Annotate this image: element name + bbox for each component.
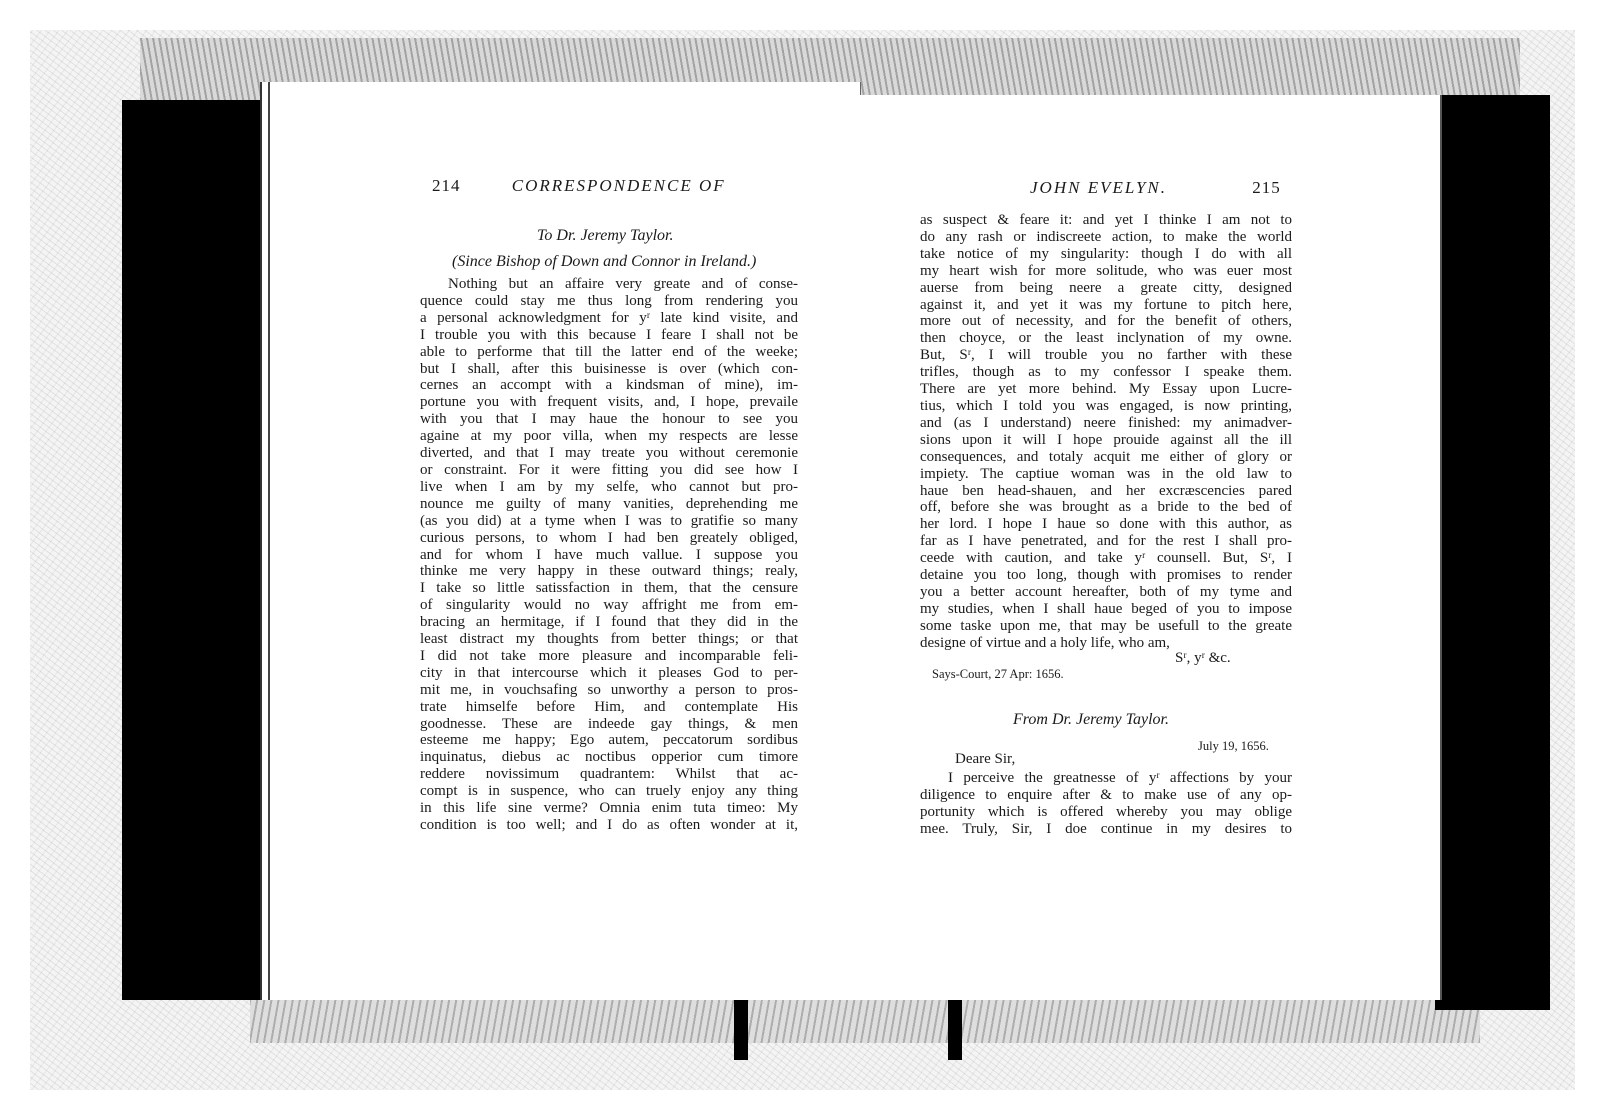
- letter-date-2: July 19, 1656.: [1198, 739, 1269, 753]
- text-line: diverted, and that I may treate you without ceremonie: [420, 445, 798, 462]
- text-line: as suspect & feare it: and yet I thinke I am not to: [920, 212, 1292, 228]
- left-page-number: 214: [432, 176, 461, 195]
- text-line: reddere novissimum quadrantem: Whilst that ac-: [420, 766, 798, 783]
- letter-salutation: Deare Sir,: [955, 751, 1016, 767]
- text-line: a personal acknowledgment for yʳ late kind visite, and: [420, 309, 798, 326]
- text-line: mee. Truly, Sir, I doe continue in my desires to: [920, 820, 1292, 837]
- text-line: portune you with frequent visits, and, I hope, prevaile: [420, 394, 798, 411]
- text-line: haue ben head-shauen, and her excræscencies pared: [920, 482, 1292, 499]
- text-line: bracing an hermitage, if I found that they did in the: [420, 614, 798, 631]
- text-line: with you that I may haue the honour to see you: [420, 411, 798, 428]
- book-cover-right: [1435, 95, 1550, 1010]
- text-line: I perceive the greatnesse of yʳ affections by your: [948, 770, 1292, 786]
- text-line: and (as I understand) neere finished: my animadver-: [920, 414, 1292, 431]
- letter-heading-2: From Dr. Jeremy Taylor.: [1013, 711, 1169, 728]
- right-page-number: 215: [1252, 178, 1281, 197]
- letter-heading: To Dr. Jeremy Taylor.: [537, 227, 674, 244]
- text-line: and for whom I have much vallue. I suppose you: [420, 546, 798, 563]
- text-line: against it, and yet it was my fortune to pitch here,: [920, 296, 1292, 313]
- letter-closing: Sʳ, yʳ &c.: [1175, 650, 1231, 666]
- text-line: my heart wish for more solitude, who was euer most: [920, 262, 1292, 279]
- text-line: compt is in suspence, who can truely enjoy any thing: [420, 783, 798, 800]
- text-line: city in that intercourse which it pleases God to per-: [420, 664, 798, 681]
- text-line: take notice of my singularity: though I do with all: [920, 245, 1292, 262]
- text-line: far as I have penetrated, and for the rest I shall pro-: [920, 533, 1292, 550]
- left-page-header: [432, 176, 726, 196]
- text-line: portunity which is offered whereby you may oblige: [920, 803, 1292, 820]
- text-line: I trouble you with this because I feare I shall not be: [420, 326, 798, 343]
- text-line: tius, which I told you was engaged, is now printing,: [920, 397, 1292, 414]
- text-line: of singularity would no way affright me from em-: [420, 597, 798, 614]
- right-page-body: [920, 212, 1292, 652]
- text-line: But, Sʳ, I will trouble you no farther with these: [920, 347, 1292, 364]
- text-line: live when I am by my selfe, who cannot but pro-: [420, 478, 798, 495]
- text-line: designe of virtue and a holy life, who am,: [920, 634, 1170, 651]
- text-line: condition is too well; and I do as often wonder at it,: [420, 817, 798, 833]
- text-line: able to performe that till the latter end of the weeke;: [420, 343, 798, 360]
- text-line: detaine you too long, though with promises to render: [920, 567, 1292, 584]
- text-line: curious persons, to whom I had ben greately obliged,: [420, 529, 798, 546]
- left-page-body: [420, 276, 798, 834]
- text-line: trate himselfe before Him, and contemplate His: [420, 698, 798, 715]
- text-line: then choyce, or the least inclynation of my owne.: [920, 330, 1292, 347]
- text-line: Nothing but an affaire very greate and of conse-: [448, 276, 798, 292]
- text-line: off, before she was brought as a bride to the bed of: [920, 499, 1292, 516]
- text-line: I take so little satissfaction in them, that the censure: [420, 580, 798, 597]
- book-spine-shadow-right: [948, 1000, 962, 1060]
- text-line: trifles, though as to my confessor I speake them.: [920, 364, 1292, 381]
- text-line: but I shall, after this buisinesse is over (which con-: [420, 360, 798, 377]
- text-line: her lord. I hope I haue so done with this author, as: [920, 516, 1292, 533]
- text-line: do any rash or indiscreete action, to make the world: [920, 228, 1292, 245]
- text-line: diligence to enquire after & to make use of any op-: [920, 786, 1292, 803]
- text-line: ceede with caution, and take yʳ counsell. But, Sʳ, I: [920, 550, 1292, 567]
- text-line: impiety. The captiue woman was in the old law to: [920, 465, 1292, 482]
- text-line: you a better account hereafter, both of my tyme and: [920, 583, 1292, 600]
- text-line: quence could stay me thus long from rendering you: [420, 292, 798, 309]
- right-running-head: JOHN EVELYN.: [1030, 178, 1167, 197]
- text-line: least distract my thoughts from better things; or that: [420, 631, 798, 648]
- text-line: thinke me very happy in these outward things; realy,: [420, 563, 798, 580]
- text-line: auerse from being neere a greate citty, designed: [920, 279, 1292, 296]
- letter-subheading: (Since Bishop of Down and Connor in Ireland.): [452, 253, 757, 270]
- text-line: nounce me guilty of many vanities, deprehending me: [420, 495, 798, 512]
- left-running-head: CORRESPONDENCE OF: [511, 176, 726, 195]
- text-line: inquinatus, diebus ac noctibus opperior cum timore: [420, 749, 798, 766]
- text-line: sions upon it will I hope prouide against all the ill: [920, 431, 1292, 448]
- text-line: againe at my poor villa, when my respects are lesse: [420, 428, 798, 445]
- text-line: cernes an accompt with a kindsman of mine), im-: [420, 377, 798, 394]
- letter-place-date: Says-Court, 27 Apr: 1656.: [932, 667, 1064, 681]
- text-line: or constraint. For it were fitting you did see how I: [420, 461, 798, 478]
- text-line: I did not take more pleasure and incomparable feli-: [420, 647, 798, 664]
- book-spine-shadow-left: [734, 1000, 748, 1060]
- book-cover-left: [122, 100, 287, 1000]
- text-line: in this life sine verme? Omnia enim tuta timeo: My: [420, 800, 798, 817]
- text-line: mit me, in vouchsafing so unworthy a person to pros-: [420, 681, 798, 698]
- text-line: my studies, when I shall haue beged of you to impose: [920, 600, 1292, 617]
- text-line: (as you did) at a tyme when I was to gratifie so many: [420, 512, 798, 529]
- right-page-header: [1030, 178, 1281, 198]
- text-line: esteeme me happy; Ego autem, peccatorum sordibus: [420, 732, 798, 749]
- text-line: goodnesse. These are indeede gay things, & men: [420, 715, 798, 732]
- text-line: consequences, and totaly acquit me either of glory or: [920, 448, 1292, 465]
- text-line: some taske upon me, that may be usefull to the greate: [920, 617, 1292, 634]
- book-bottom-edge: [250, 995, 1480, 1043]
- text-line: There are yet more behind. My Essay upon Lucre-: [920, 381, 1292, 398]
- right-page-body-2: [920, 770, 1292, 838]
- text-line: more out of necessity, and for the benefit of others,: [920, 313, 1292, 330]
